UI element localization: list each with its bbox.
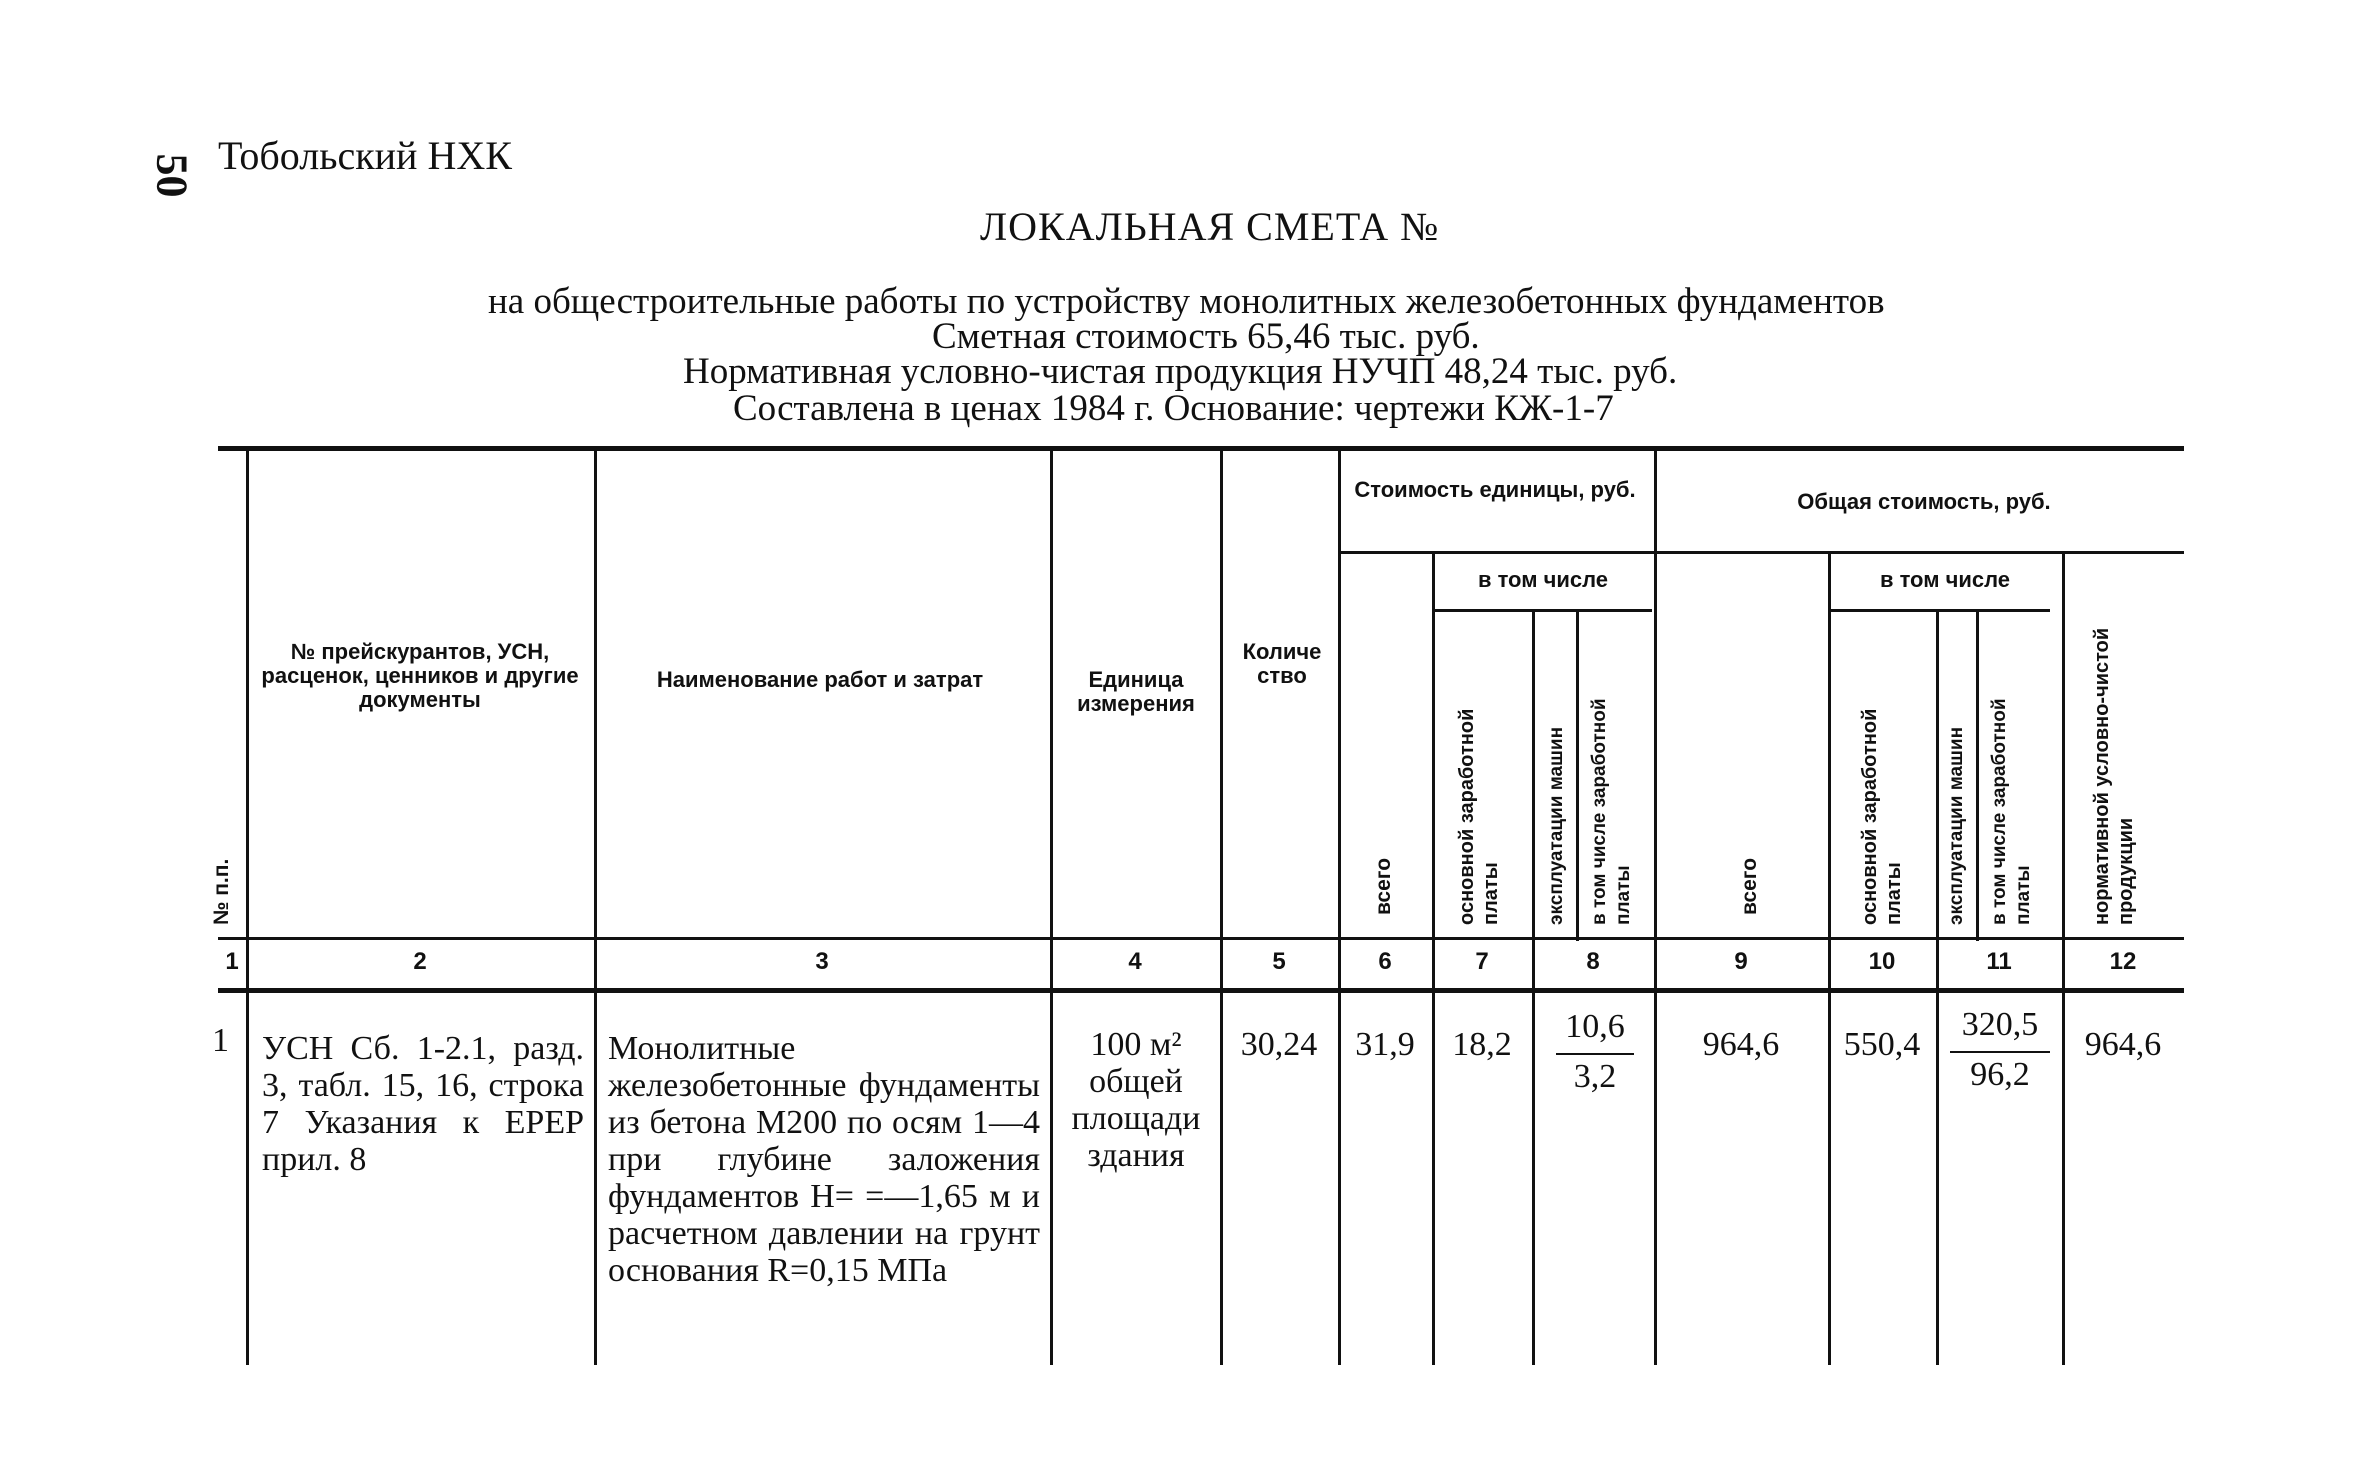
document-title: ЛОКАЛЬНАЯ СМЕТА № <box>980 204 1440 249</box>
subtitle-line-1: на общестроительные работы по устройству монолитных железобетонных фундаментов <box>488 281 1885 322</box>
row-total: 964,6 <box>1702 1026 1780 1063</box>
page-number: 50 <box>147 153 197 198</box>
column-number: 8 <box>1586 948 1600 975</box>
row-unit-total: 31,9 <box>1355 1026 1415 1063</box>
subtitle-line-2: Сметная стоимость 65,46 тыс. руб. <box>932 316 1480 357</box>
incl-divider-unit <box>1432 609 1652 612</box>
header-total-wage: основной заработной платы <box>1859 708 1905 925</box>
header-unit-cost-group: Стоимость единицы, руб. <box>1354 477 1636 502</box>
row-unit-machinery: 10,6 <box>1565 1008 1625 1045</box>
fraction-line <box>1950 1051 2050 1053</box>
column-number: 2 <box>413 948 427 975</box>
header-total-cost-incl: в том числе <box>1879 567 2011 592</box>
column-number: 12 <box>2109 948 2137 975</box>
col-divider-3 <box>1050 450 1053 1365</box>
header-unit-machinery: эксплуатации машин <box>1546 726 1567 925</box>
column-number: 11 <box>1986 948 2012 975</box>
column-number: 1 <box>225 948 239 975</box>
table-top-border <box>218 446 2184 451</box>
header-work-name: Наименование работ и затрат <box>656 667 984 692</box>
header-documents: № прейскурантов, УСН, расценок, ценников и другие документы <box>261 639 579 712</box>
row-quantity: 30,24 <box>1240 1026 1318 1063</box>
row-number: 1 <box>212 1022 229 1059</box>
row-unit: 100 м² общей площади здания <box>1071 1026 1201 1174</box>
header-total-cost-group: Общая стоимость, руб. <box>1797 489 2051 514</box>
subtitle-line-4: Составлена в ценах 1984 г. Основание: чертежи КЖ-1-7 <box>733 388 1614 429</box>
column-number: 7 <box>1475 948 1489 975</box>
organization-name: Тобольский НХК <box>218 133 512 178</box>
row-nuchp: 964,6 <box>2084 1026 2162 1063</box>
header-unit: Единица измерения <box>1077 667 1195 716</box>
header-unit-wage: основной заработной платы <box>1456 708 1502 925</box>
row-unit-machinery-wage: 3,2 <box>1573 1058 1617 1095</box>
row-total-wage: 550,4 <box>1843 1026 1921 1063</box>
column-number: 6 <box>1378 948 1392 975</box>
col-divider-1 <box>246 450 249 1365</box>
col-divider-5 <box>1338 450 1341 1365</box>
row-documents: УСН Сб. 1-2.1, разд. 3, табл. 15, 16, строка 7 Указания к ЕРЕР прил. 8 <box>262 1030 584 1178</box>
col-divider-4 <box>1220 450 1223 1365</box>
header-unit-machinery-wage: в том числе заработной платы <box>1589 698 1634 925</box>
header-row-number: № п.п. <box>210 858 233 925</box>
header-total: всего <box>1738 857 1761 915</box>
header-total-machinery-wage: в том числе заработной платы <box>1989 698 2034 925</box>
column-number-bottom-line <box>218 988 2184 993</box>
column-number: 5 <box>1272 948 1286 975</box>
column-number: 3 <box>815 948 829 975</box>
col-divider-7 <box>1532 611 1535 1365</box>
header-total-machinery: эксплуатации машин <box>1946 726 1967 925</box>
col-divider-8-inner <box>1576 611 1579 941</box>
col-divider-2 <box>594 450 597 1365</box>
fraction-line <box>1556 1053 1634 1055</box>
col-divider-8 <box>1654 450 1657 1365</box>
col-divider-10 <box>1936 611 1939 1365</box>
column-number: 9 <box>1734 948 1748 975</box>
group-divider-line <box>1338 551 2184 554</box>
header-quantity: Количество <box>1242 639 1322 688</box>
row-total-machinery: 320,5 <box>1961 1006 2039 1043</box>
header-bottom-line <box>218 937 2184 940</box>
column-number: 4 <box>1128 948 1142 975</box>
header-nuchp: нормативной условно-чистой продукции <box>2091 627 2137 925</box>
col-divider-11-inner <box>1976 611 1979 941</box>
column-number: 10 <box>1868 948 1896 975</box>
row-total-machinery-wage: 96,2 <box>1970 1056 2030 1093</box>
header-unit-total: всего <box>1372 857 1395 915</box>
row-work-name: Монолитные железобетонные фундаменты из бетона М200 по осям 1—4 при глубине заложения фундаментов Н= =—1,65 м и расчетном давлении на грунт основания R=0,15 МПа <box>608 1030 1040 1289</box>
header-unit-cost-incl: в том числе <box>1477 567 1609 592</box>
row-unit-wage: 18,2 <box>1452 1026 1512 1063</box>
subtitle-line-3: Нормативная условно-чистая продукция НУЧП 48,24 тыс. руб. <box>683 351 1678 392</box>
incl-divider-total <box>1830 609 2050 612</box>
